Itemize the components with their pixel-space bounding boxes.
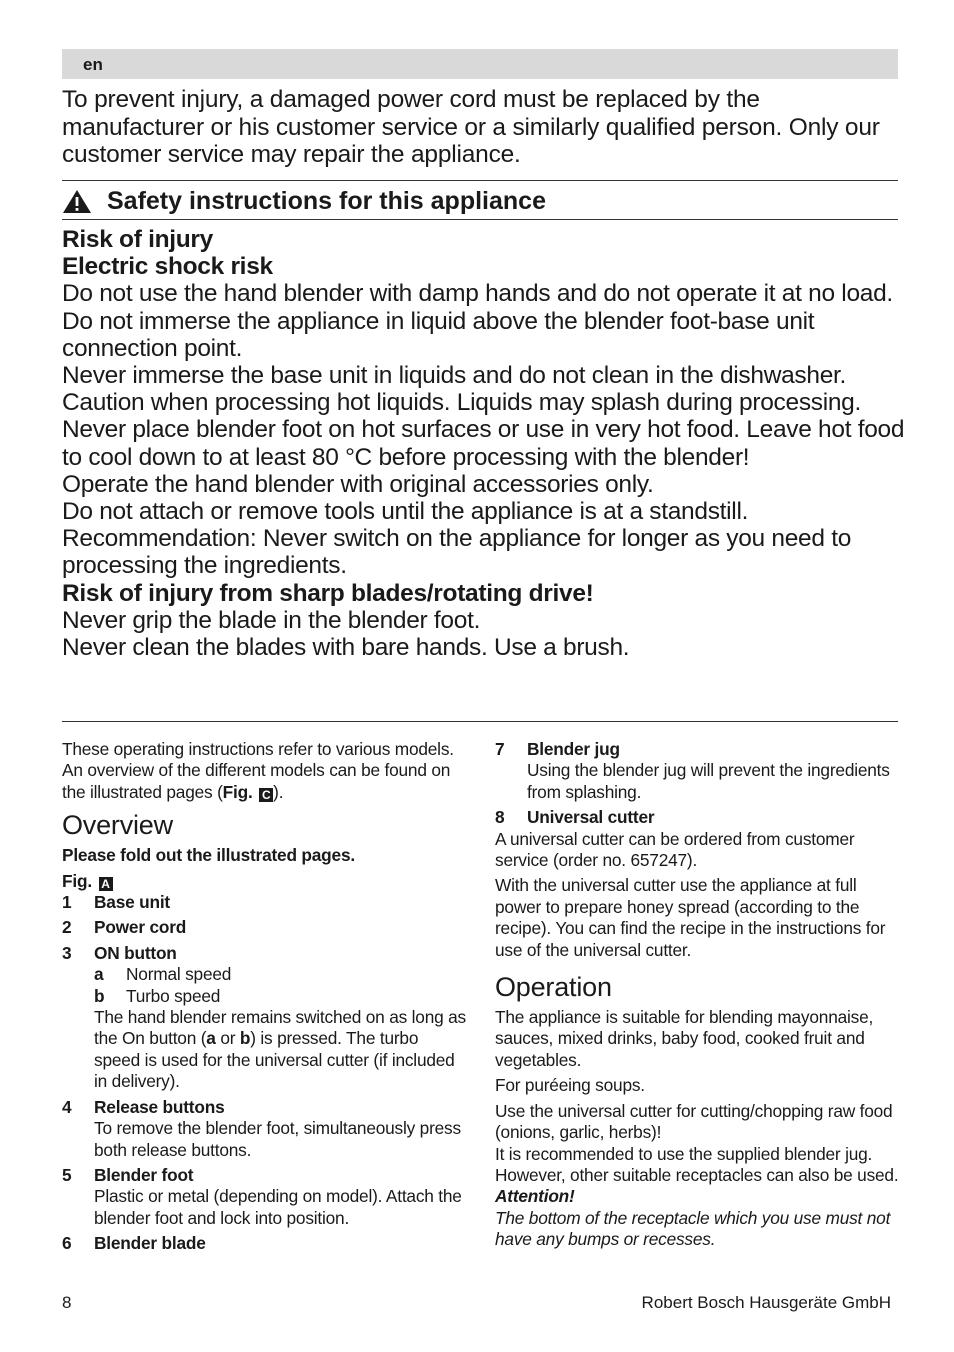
list-item: 6 Blender blade (62, 1233, 206, 1254)
divider (62, 180, 898, 181)
list-item: 4 Release buttons (62, 1096, 225, 1117)
risk-heading: Risk of injury (62, 226, 213, 253)
operation-heading: Operation (495, 972, 612, 1003)
safety-instructions (62, 226, 907, 661)
right-column (495, 739, 905, 1251)
list-item: 5 Blender foot (62, 1164, 194, 1185)
page-number: 8 (62, 1293, 72, 1312)
safety-text: Do not use the hand blender with damp hands and do not operate it at no load. (62, 280, 893, 308)
item-description: Plastic or metal (depending on model). Attach the blender foot and lock into position. (94, 1186, 462, 1228)
figure-letter-badge: C (259, 788, 273, 802)
operation-text: It is recommended to use the supplied blender jug. However, other suitable receptacles can also be used. (495, 1143, 899, 1185)
safety-text: Recommendation: Never switch on the appliance for longer as you need to processing the ingredients. (62, 525, 852, 580)
safety-text: Never grip the blade in the blender foot. (62, 606, 481, 634)
safety-text: Do not attach or remove tools until the appliance is at a standstill. (62, 498, 749, 526)
item-description: The hand blender remains switched on as long as the On button (a or b) is pressed. The turbo speed is used for the universal cutter (if included in delivery). (94, 1007, 466, 1092)
item-description: Using the blender jug will prevent the ingredients from splashing. (527, 760, 890, 802)
attention-text: The bottom of the receptacle which you use must not have any bumps or recesses. (495, 1207, 891, 1250)
company-name: Robert Bosch Hausgeräte GmbH (641, 1293, 891, 1312)
safety-text: Caution when processing hot liquids. Liquids may splash during processing. (62, 389, 862, 417)
operation-text: Use the universal cutter for cutting/chopping raw food (onions, garlic, herbs)! (495, 1100, 893, 1143)
operation-text: For puréeing soups. (495, 1075, 645, 1096)
sub-item: b Turbo speed (94, 985, 221, 1006)
item-description: A universal cutter can be ordered from customer service (order no. 657247). (495, 828, 855, 871)
item-description: To remove the blender foot, simultaneously press both release buttons. (94, 1118, 461, 1160)
shock-heading: Electric shock risk (62, 253, 273, 281)
figure-letter-badge: A (99, 877, 113, 891)
operation-text: The appliance is suitable for blending mayonnaise, sauces, mixed drinks, baby food, cooked fruit and vegetables. (495, 1007, 874, 1070)
list-item: 1 Base unit (62, 892, 170, 913)
language-bar (62, 49, 898, 79)
warning-icon (62, 189, 92, 214)
divider (62, 721, 898, 722)
intro-paragraph: To prevent injury, a damaged power cord must be replaced by the manufacturer or his customer service or a similarly qualified person. Only our customer service may repair the appliance. (62, 86, 880, 168)
list-item: 8 Universal cutter (495, 807, 655, 828)
language-label: en (83, 55, 103, 74)
sub-item: a Normal speed (94, 964, 232, 985)
safety-text: Never immerse the base unit in liquids and do not clean in the dishwasher. (62, 362, 847, 390)
list-item: 2 Power cord (62, 917, 187, 938)
safety-title: Safety instructions for this appliance (107, 187, 546, 215)
blade-heading: Risk of injury from sharp blades/rotating drive! (62, 579, 594, 607)
figure-ref: Fig. A (62, 871, 467, 892)
overview-heading: Overview (62, 810, 173, 841)
list-item: 3 ON button (62, 942, 177, 963)
list-item: 7 Blender jug (495, 739, 620, 759)
divider (62, 219, 898, 220)
safety-text: Operate the hand blender with original accessories only. (62, 470, 654, 498)
safety-heading (62, 186, 898, 216)
attention-heading: Attention! (495, 1186, 575, 1207)
safety-text: Never clean the blades with bare hands. Use a brush. (62, 634, 630, 662)
left-column (62, 739, 467, 1255)
safety-text: Never place blender foot on hot surfaces or use in very hot food. Leave hot food to cool down to at least 80 °C before processing with the blender! (62, 416, 905, 471)
safety-text: Do not immerse the appliance in liquid above the blender foot-base unit connection point. (62, 307, 815, 362)
models-note: These operating instructions refer to various models. An overview of the different models can be found on the illustrated pages (Fig. C ). (62, 739, 454, 802)
item-description: With the universal cutter use the appliance at full power to prepare honey spread (according to the recipe). You can find the recipe in the instructions for use of the universal cutter. (495, 875, 886, 960)
fold-note: Please fold out the illustrated pages. (62, 845, 355, 866)
